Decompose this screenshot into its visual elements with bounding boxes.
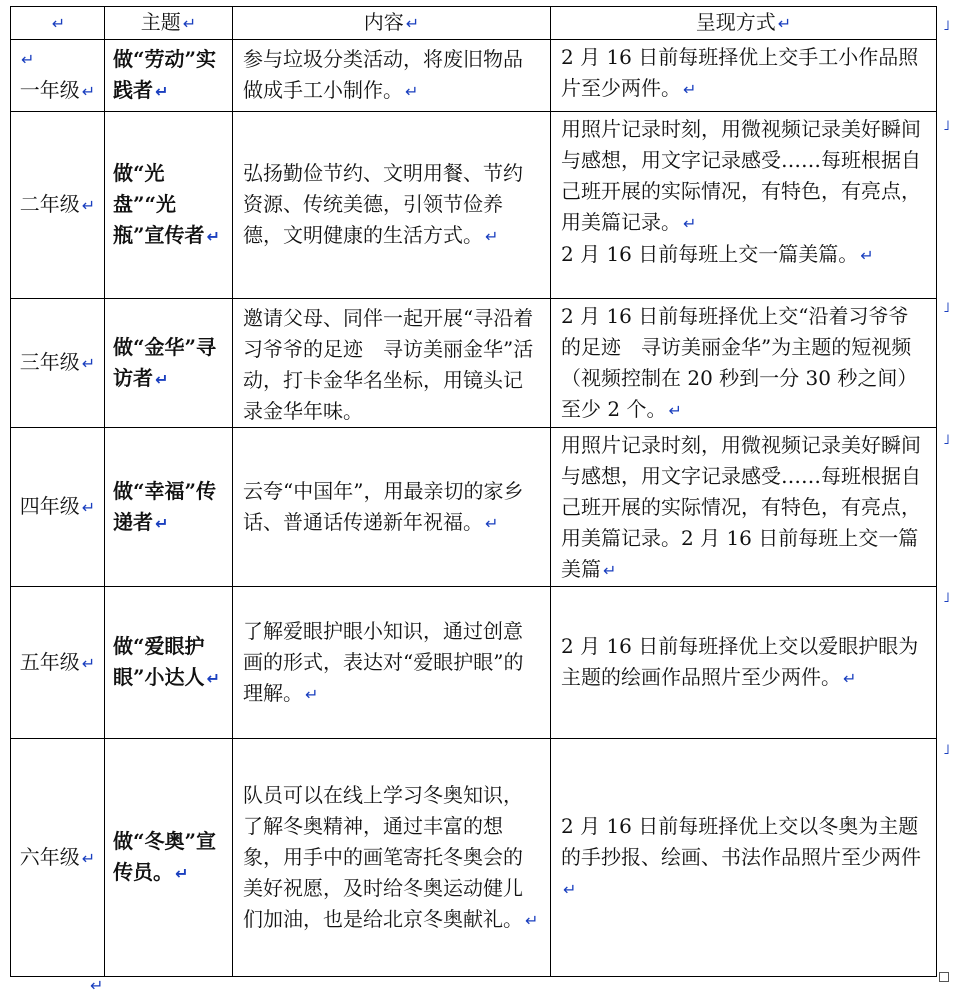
theme-cell[interactable]: 做“金华”寻访者 ↵ bbox=[105, 299, 233, 428]
content-cell[interactable]: 弘扬勤俭节约、文明用餐、节约资源、传统美德，引领节俭养德，文明健康的生活方式。 ↵ bbox=[233, 112, 551, 299]
row-end-mark: ˩ bbox=[943, 590, 950, 606]
activity-table bbox=[10, 6, 937, 977]
header-theme-cell[interactable]: 主题 ↵ bbox=[105, 7, 233, 40]
table-row bbox=[11, 587, 937, 739]
table-row bbox=[11, 299, 937, 428]
grade-cell[interactable]: 五年级 ↵ bbox=[11, 587, 105, 739]
presentation-cell[interactable]: 2 月 16 日前每班择优上交手工小作品照片至少两件。 ↵ bbox=[551, 40, 937, 112]
presentation-cell[interactable]: 2 月 16 日前每班择优上交“沿着习爷爷的足迹 寻访美丽金华”为主题的短视频（视频控制在 20 秒到一分 30 秒之间）至少 2 个。 ↵ bbox=[551, 299, 937, 428]
grade-cell[interactable]: 六年级 ↵ bbox=[11, 739, 105, 977]
row-end-mark: ˩ bbox=[943, 432, 950, 448]
theme-cell[interactable]: 做“冬奥”宣传员。 ↵ bbox=[105, 739, 233, 977]
presentation-cell[interactable]: 2 月 16 日前每班择优上交以冬奥为主题的手抄报、绘画、书法作品照片至少两件↵ bbox=[551, 739, 937, 977]
table-resize-handle[interactable] bbox=[939, 972, 949, 982]
theme-cell[interactable]: 做“光盘”“光瓶”宣传者 ↵ bbox=[105, 112, 233, 299]
presentation-cell[interactable]: 用照片记录时刻，用微视频记录美好瞬间与感想，用文字记录感受……每班根据自己班开展的实际情况，有特色，有亮点，用美篇记录。2 月 16 日前每班上交一篇美篇 ↵ bbox=[551, 428, 937, 587]
header-grade-cell[interactable]: ↵ bbox=[11, 7, 105, 40]
row-end-mark: ˩ bbox=[943, 742, 950, 758]
header-row bbox=[11, 7, 937, 40]
table-row bbox=[11, 739, 937, 977]
grade-cell[interactable]: ↵ 一年级 ↵ bbox=[11, 40, 105, 112]
header-content-cell[interactable]: 内容 ↵ bbox=[233, 7, 551, 40]
grade-cell[interactable]: 四年级 ↵ bbox=[11, 428, 105, 587]
content-cell[interactable]: 了解爱眼护眼小知识，通过创意画的形式，表达对“爱眼护眼”的理解。 ↵ bbox=[233, 587, 551, 739]
header-presentation-cell[interactable]: 呈现方式 ↵ bbox=[551, 7, 937, 40]
table-row bbox=[11, 40, 937, 112]
row-end-mark: ˩ bbox=[943, 118, 950, 134]
grade-cell[interactable]: 二年级 ↵ bbox=[11, 112, 105, 299]
content-cell[interactable]: 云夸“中国年”，用最亲切的家乡话、普通话传递新年祝福。 ↵ bbox=[233, 428, 551, 587]
document-page bbox=[10, 6, 937, 977]
theme-cell[interactable]: 做“爱眼护眼”小达人 ↵ bbox=[105, 587, 233, 739]
theme-cell[interactable]: 做“幸福”传递者 ↵ bbox=[105, 428, 233, 587]
grade-cell[interactable]: 三年级 ↵ bbox=[11, 299, 105, 428]
content-cell[interactable]: 邀请父母、同伴一起开展“寻沿着习爷爷的足迹 寻访美丽金华”活动，打卡金华名坐标，用镜头记录金华年味。 bbox=[233, 299, 551, 428]
content-cell[interactable]: 参与垃圾分类活动，将废旧物品做成手工小制作。 ↵ bbox=[233, 40, 551, 112]
presentation-cell[interactable]: 2 月 16 日前每班择优上交以爱眼护眼为主题的绘画作品照片至少两件。 ↵ bbox=[551, 587, 937, 739]
table-row bbox=[11, 428, 937, 587]
content-cell[interactable]: 队员可以在线上学习冬奥知识，了解冬奥精神，通过丰富的想象，用手中的画笔寄托冬奥会的美好祝愿，及时给冬奥运动健儿们加油，也是给北京冬奥献礼。 ↵ bbox=[233, 739, 551, 977]
presentation-cell[interactable]: 用照片记录时刻，用微视频记录美好瞬间与感想，用文字记录感受……每班根据自己班开展的实际情况，有特色，有亮点，用美篇记录。 ↵ 2 月 16 日前每班上交一篇美篇。 ↵ bbox=[551, 112, 937, 299]
row-end-mark: ˩ bbox=[943, 18, 950, 34]
theme-cell[interactable]: 做“劳动”实践者 ↵ bbox=[105, 40, 233, 112]
table-row bbox=[11, 112, 937, 299]
trailing-paragraph-mark: ↵ bbox=[90, 976, 104, 995]
row-end-mark: ˩ bbox=[943, 300, 950, 316]
